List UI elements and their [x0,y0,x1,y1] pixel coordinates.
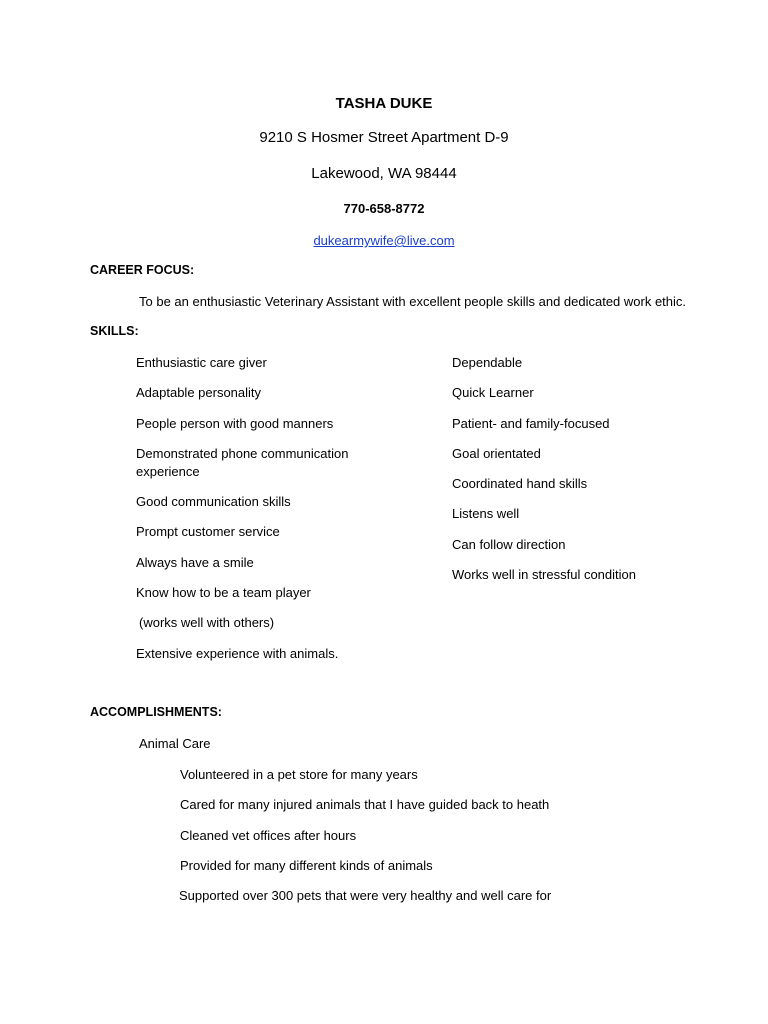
email-link[interactable]: dukearmywife@live.com [313,233,455,248]
skill-item: (works well with others) [139,615,275,631]
skills-heading: SKILLS: [90,324,139,338]
skill-item: Listens well [452,506,520,522]
skill-item: Know how to be a team player [136,585,311,601]
skill-item: Works well in stressful condition [452,567,636,583]
accomplishment-item: Volunteered in a pet store for many years [180,767,418,782]
skill-item: Good communication skills [136,494,291,510]
skills-right-column [452,354,712,596]
skill-item: Quick Learner [452,385,534,401]
accomplishment-item: Supported over 300 pets that were very healthy and well care for [179,888,552,904]
skill-item: Coordinated hand skills [452,476,588,492]
accomplishments-list [180,766,700,917]
skill-item: Enthusiastic care giver [136,355,267,370]
accomplishment-item: Cared for many injured animals that I have guided back to heath [180,797,550,813]
skill-item: Always have a smile [136,554,254,570]
skill-item: Adaptable personality [136,385,262,401]
skill-item: Dependable [452,355,523,370]
applicant-name: TASHA DUKE [335,95,433,112]
accomplishment-item: Cleaned vet offices after hours [180,827,357,843]
address-line-2: Lakewood, WA 98444 [311,165,457,182]
accomplishment-item: Provided for many different kinds of animals [180,857,433,873]
skill-item: Goal orientated [452,445,541,461]
career-focus-heading: CAREER FOCUS: [90,263,195,277]
skill-item: Prompt customer service [136,524,280,540]
skill-item: Demonstrated phone communication experience [136,445,349,479]
skill-item: Extensive experience with animals. [136,645,339,661]
address-line-1: 9210 S Hosmer Street Apartment D-9 [259,129,509,146]
accomplishment-group-title: Animal Care [139,736,211,751]
skill-item: Patient- and family-focused [452,415,610,431]
skills-left-column [136,354,376,675]
phone-number: 770-658-8772 [343,201,425,216]
email-line [0,233,768,248]
accomplishments-heading: ACCOMPLISHMENTS: [90,705,222,719]
career-focus-text: To be an enthusiastic Veterinary Assistant with excellent people skills and dedicated work ethic. [139,294,687,309]
skill-item: Can follow direction [452,536,566,552]
skill-item: People person with good manners [136,415,334,431]
